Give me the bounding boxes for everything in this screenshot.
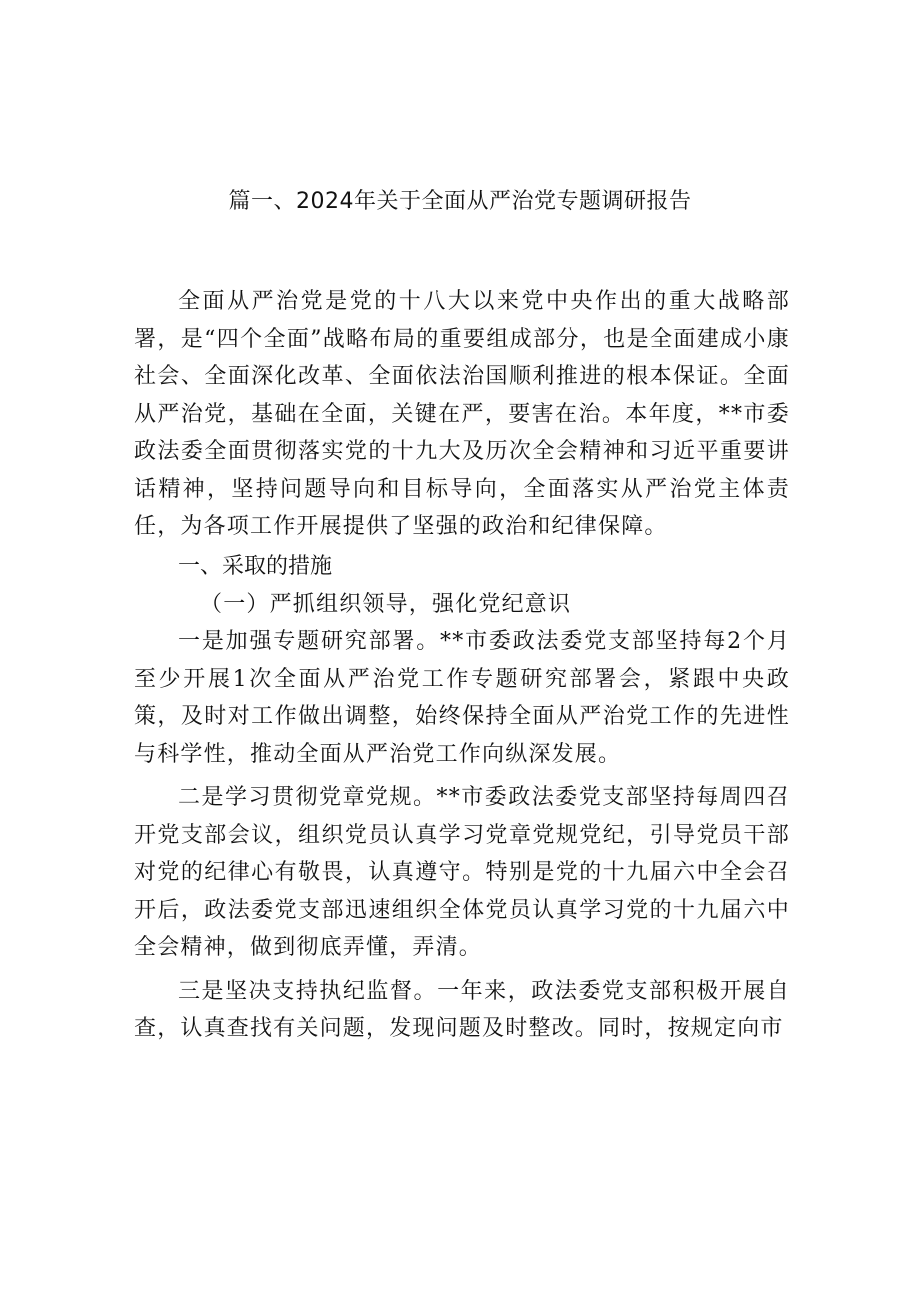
subsection-heading-organization: （一）严抓组织领导，强化党纪意识: [200, 591, 572, 617]
document-body: [134, 283, 790, 1048]
document-title: 篇一、2024年关于全面从严治党专题调研报告: [228, 189, 692, 214]
point-paragraph-research: 一是加强专题研究部署。**市委政法委党支部坚持每2个月至少开展1次全面从严治党工作专题研究部署会，紧跟中央政策，及时对工作做出调整，始终保持全面从严治党工作的先进性与科学性，推动全面从严治党工作向纵深发展。: [134, 629, 790, 767]
intro-paragraph: 全面从严治党是党的十八大以来党中央作出的重大战略部署，是“四个全面”战略布局的重要组成部分，也是全面建成小康社会、全面深化改革、全面依法治国顺利推进的根本保证。全面从严治党，基础在全面，关键在严，要害在治。本年度，**市委政法委全面贯彻落实党的十九大及历次全会精神和习近平重要讲话精神，坚持问题导向和目标导向，全面落实从严治党主体责任，为各项工作开展提供了坚强的政治和纪律保障。: [134, 289, 790, 539]
point-paragraph-study: 二是学习贯彻党章党规。**市委政法委党支部坚持每周四召开党支部会议，组织党员认真学习党章党规党纪，引导党员干部对党的纪律心有敬畏，认真遵守。特别是党的十九届六中全会召开后，政法委党支部迅速组织全体党员认真学习党的十九届六中全会精神，做到彻底弄懂，弄清。: [134, 785, 790, 960]
section-heading-measures: 一、采取的措施: [178, 553, 333, 579]
point-paragraph-supervision: 三是坚决支持执纪监督。一年来，政法委党支部积极开展自查，认真查找有关问题，发现问题及时整改。同时，按规定向市: [134, 978, 790, 1041]
